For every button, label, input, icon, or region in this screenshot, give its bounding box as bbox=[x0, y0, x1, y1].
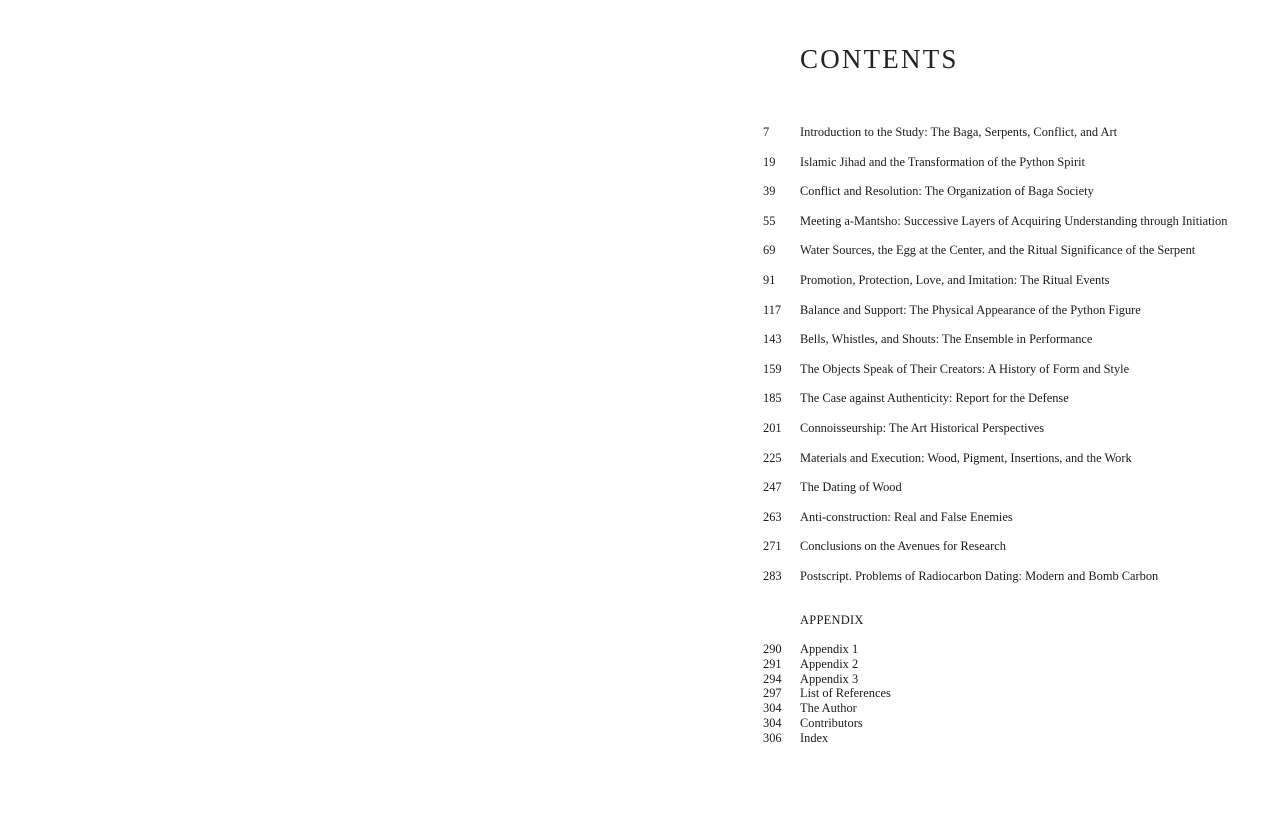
appendix-entry bbox=[763, 731, 1063, 746]
toc-chapter-title: Postscript. Problems of Radiocarbon Dating: Modern and Bomb Carbon bbox=[800, 568, 1159, 583]
toc-chapter-title: Meeting a-Mantsho: Successive Layers of Acquiring Understanding through Initiation bbox=[800, 213, 1228, 228]
appendix-entry bbox=[763, 701, 1063, 716]
appendix-entry-title: List of References bbox=[800, 686, 891, 701]
table-of-contents bbox=[763, 124, 1233, 598]
appendix-page-number: 297 bbox=[763, 686, 782, 701]
toc-entry bbox=[763, 509, 1233, 539]
appendix-entry-title: Index bbox=[800, 730, 829, 745]
toc-chapter-title: Conclusions on the Avenues for Research bbox=[800, 539, 1006, 554]
toc-chapter-title: The Dating of Wood bbox=[800, 480, 902, 495]
appendix-entry bbox=[763, 716, 1063, 731]
appendix-entry bbox=[763, 642, 1063, 657]
toc-entry bbox=[763, 390, 1233, 420]
toc-entry bbox=[763, 420, 1233, 450]
appendix-entry-title: Appendix 2 bbox=[800, 656, 859, 671]
appendix-page-number: 304 bbox=[763, 701, 782, 716]
toc-chapter-title: Conflict and Resolution: The Organization of Baga Society bbox=[800, 184, 1094, 199]
appendix-page-number: 306 bbox=[763, 730, 782, 745]
appendix-entry-title: Contributors bbox=[800, 715, 863, 730]
page-title: CONTENTS bbox=[800, 44, 959, 74]
toc-entry bbox=[763, 361, 1233, 391]
toc-page-number: 159 bbox=[763, 361, 782, 376]
appendix-page-number: 294 bbox=[763, 671, 782, 686]
toc-chapter-title: The Objects Speak of Their Creators: A History of Form and Style bbox=[800, 361, 1130, 376]
toc-page-number: 7 bbox=[763, 125, 770, 139]
appendix-list bbox=[763, 642, 1063, 746]
toc-page-number: 143 bbox=[763, 332, 782, 347]
toc-page-number: 201 bbox=[763, 420, 782, 435]
toc-chapter-title: Anti-construction: Real and False Enemies bbox=[800, 509, 1013, 524]
toc-entry bbox=[763, 568, 1233, 598]
appendix-page-number: 304 bbox=[763, 715, 782, 730]
toc-entry bbox=[763, 450, 1233, 480]
appendix-page-number: 291 bbox=[763, 656, 782, 671]
toc-chapter-title: Islamic Jihad and the Transformation of the Python Spirit bbox=[800, 154, 1085, 169]
toc-chapter-title: The Case against Authenticity: Report for the Defense bbox=[800, 391, 1069, 406]
appendix-entry bbox=[763, 672, 1063, 687]
appendix-entry bbox=[763, 657, 1063, 672]
toc-entry bbox=[763, 213, 1233, 243]
toc-page-number: 91 bbox=[763, 272, 776, 287]
appendix-entry-title: The Author bbox=[800, 701, 857, 716]
toc-page-number: 247 bbox=[763, 480, 782, 495]
appendix-entry-title: Appendix 1 bbox=[800, 642, 859, 656]
appendix-entry-title: Appendix 3 bbox=[800, 671, 859, 686]
toc-entry bbox=[763, 302, 1233, 332]
toc-entry bbox=[763, 242, 1233, 272]
toc-entry bbox=[763, 272, 1233, 302]
toc-page-number: 185 bbox=[763, 391, 782, 406]
appendix-page-number: 290 bbox=[763, 642, 782, 656]
toc-page-number: 263 bbox=[763, 509, 782, 524]
toc-page-number: 19 bbox=[763, 154, 776, 169]
toc-entry bbox=[763, 124, 1233, 154]
toc-chapter-title: Promotion, Protection, Love, and Imitation: The Ritual Events bbox=[800, 272, 1110, 287]
toc-entry bbox=[763, 154, 1233, 184]
toc-page-number: 225 bbox=[763, 450, 782, 465]
appendix-heading: APPENDIX bbox=[800, 613, 864, 627]
toc-chapter-title: Bells, Whistles, and Shouts: The Ensemble in Performance bbox=[800, 332, 1093, 347]
toc-page-number: 117 bbox=[763, 302, 782, 317]
toc-entry bbox=[763, 331, 1233, 361]
toc-page-number: 55 bbox=[763, 213, 776, 228]
toc-entry bbox=[763, 183, 1233, 213]
toc-entry bbox=[763, 538, 1233, 568]
toc-chapter-title: Connoisseurship: The Art Historical Perspectives bbox=[800, 420, 1045, 435]
toc-page-number: 271 bbox=[763, 539, 782, 554]
toc-chapter-title: Water Sources, the Egg at the Center, and the Ritual Significance of the Serpent bbox=[800, 243, 1196, 258]
toc-page-number: 69 bbox=[763, 243, 776, 258]
toc-chapter-title: Introduction to the Study: The Baga, Serpents, Conflict, and Art bbox=[800, 125, 1118, 139]
toc-entry bbox=[763, 479, 1233, 509]
toc-page-number: 283 bbox=[763, 568, 782, 583]
toc-chapter-title: Materials and Execution: Wood, Pigment, Insertions, and the Work bbox=[800, 450, 1132, 465]
toc-page-number: 39 bbox=[763, 184, 776, 199]
appendix-entry bbox=[763, 686, 1063, 701]
toc-chapter-title: Balance and Support: The Physical Appearance of the Python Figure bbox=[800, 302, 1141, 317]
